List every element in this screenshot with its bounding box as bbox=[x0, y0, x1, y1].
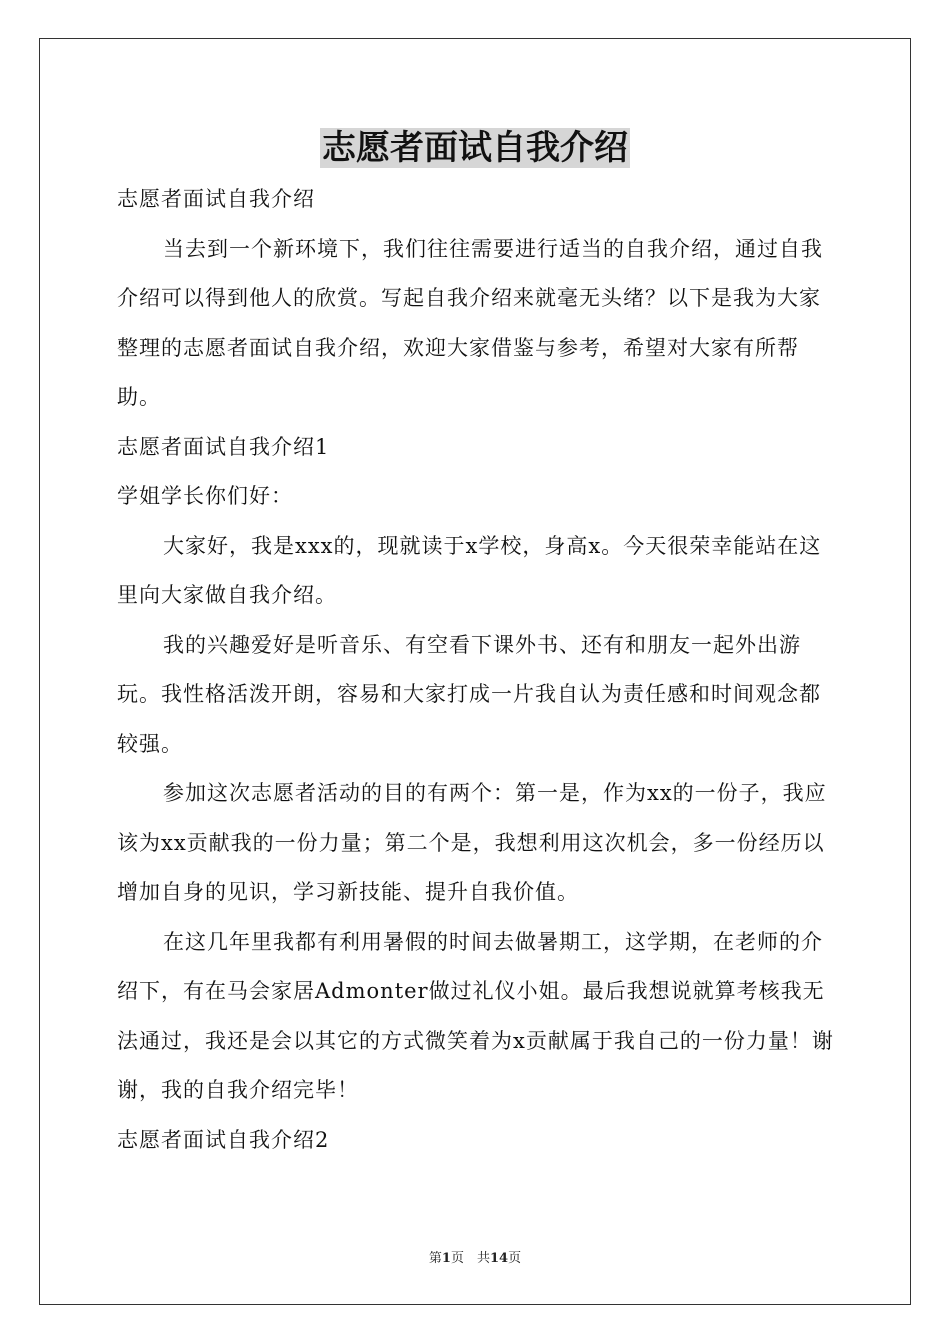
document-title bbox=[0, 122, 950, 174]
paragraph: 我的兴趣爱好是听音乐、有空看下课外书、还有和朋友一起外出游玩。我性格活泼开朗，容易和大家打成一片我自认为责任感和时间观念都较强。 bbox=[117, 632, 821, 756]
footer-page-suffix: 页 bbox=[508, 1251, 522, 1266]
paragraph: 学姐学长你们好： bbox=[117, 484, 293, 508]
footer-total-pages: 14 bbox=[489, 1251, 509, 1266]
footer-current-page: 1 bbox=[441, 1251, 451, 1266]
document-title-text: 志愿者面试自我介绍 bbox=[322, 128, 628, 168]
footer-page-prefix: 第 bbox=[428, 1251, 442, 1266]
paragraph: 参加这次志愿者活动的目的有两个：第一是，作为xx的一份子，我应该为xx贡献我的一份力量；第二个是，我想利用这次机会，多一份经历以增加自身的见识，学习新技能、提升自我价值。 bbox=[117, 781, 827, 904]
paragraph: 志愿者面试自我介绍1 bbox=[117, 434, 330, 459]
paragraph: 大家好，我是xxx的，现就读于x学校，身高x。今天很荣幸能站在这里向大家做自我介绍。 bbox=[117, 533, 822, 607]
footer-page-mid: 页 共 bbox=[450, 1251, 490, 1266]
paragraph: 当去到一个新环境下，我们往往需要进行适当的自我介绍，通过自我介绍可以得到他人的欣赏。写起自我介绍来就毫无头绪？以下是我为大家整理的志愿者面试自我介绍，欢迎大家借鉴与参考，希望对大家有所帮助。 bbox=[117, 236, 823, 409]
paragraph: 在这几年里我都有利用暑假的时间去做暑期工，这学期，在老师的介绍下，有在马会家居Admonter做过礼仪小姐。最后我想说就算考核我无法通过，我还是会以其它的方式微笑着为x贡献属于我自己的一份力量！谢谢，我的自我介绍完毕！ bbox=[117, 929, 834, 1102]
page-footer bbox=[0, 1247, 950, 1266]
paragraph: 志愿者面试自我介绍2 bbox=[117, 1127, 330, 1152]
document-body bbox=[117, 175, 837, 1165]
paragraph: 志愿者面试自我介绍 bbox=[117, 187, 315, 211]
